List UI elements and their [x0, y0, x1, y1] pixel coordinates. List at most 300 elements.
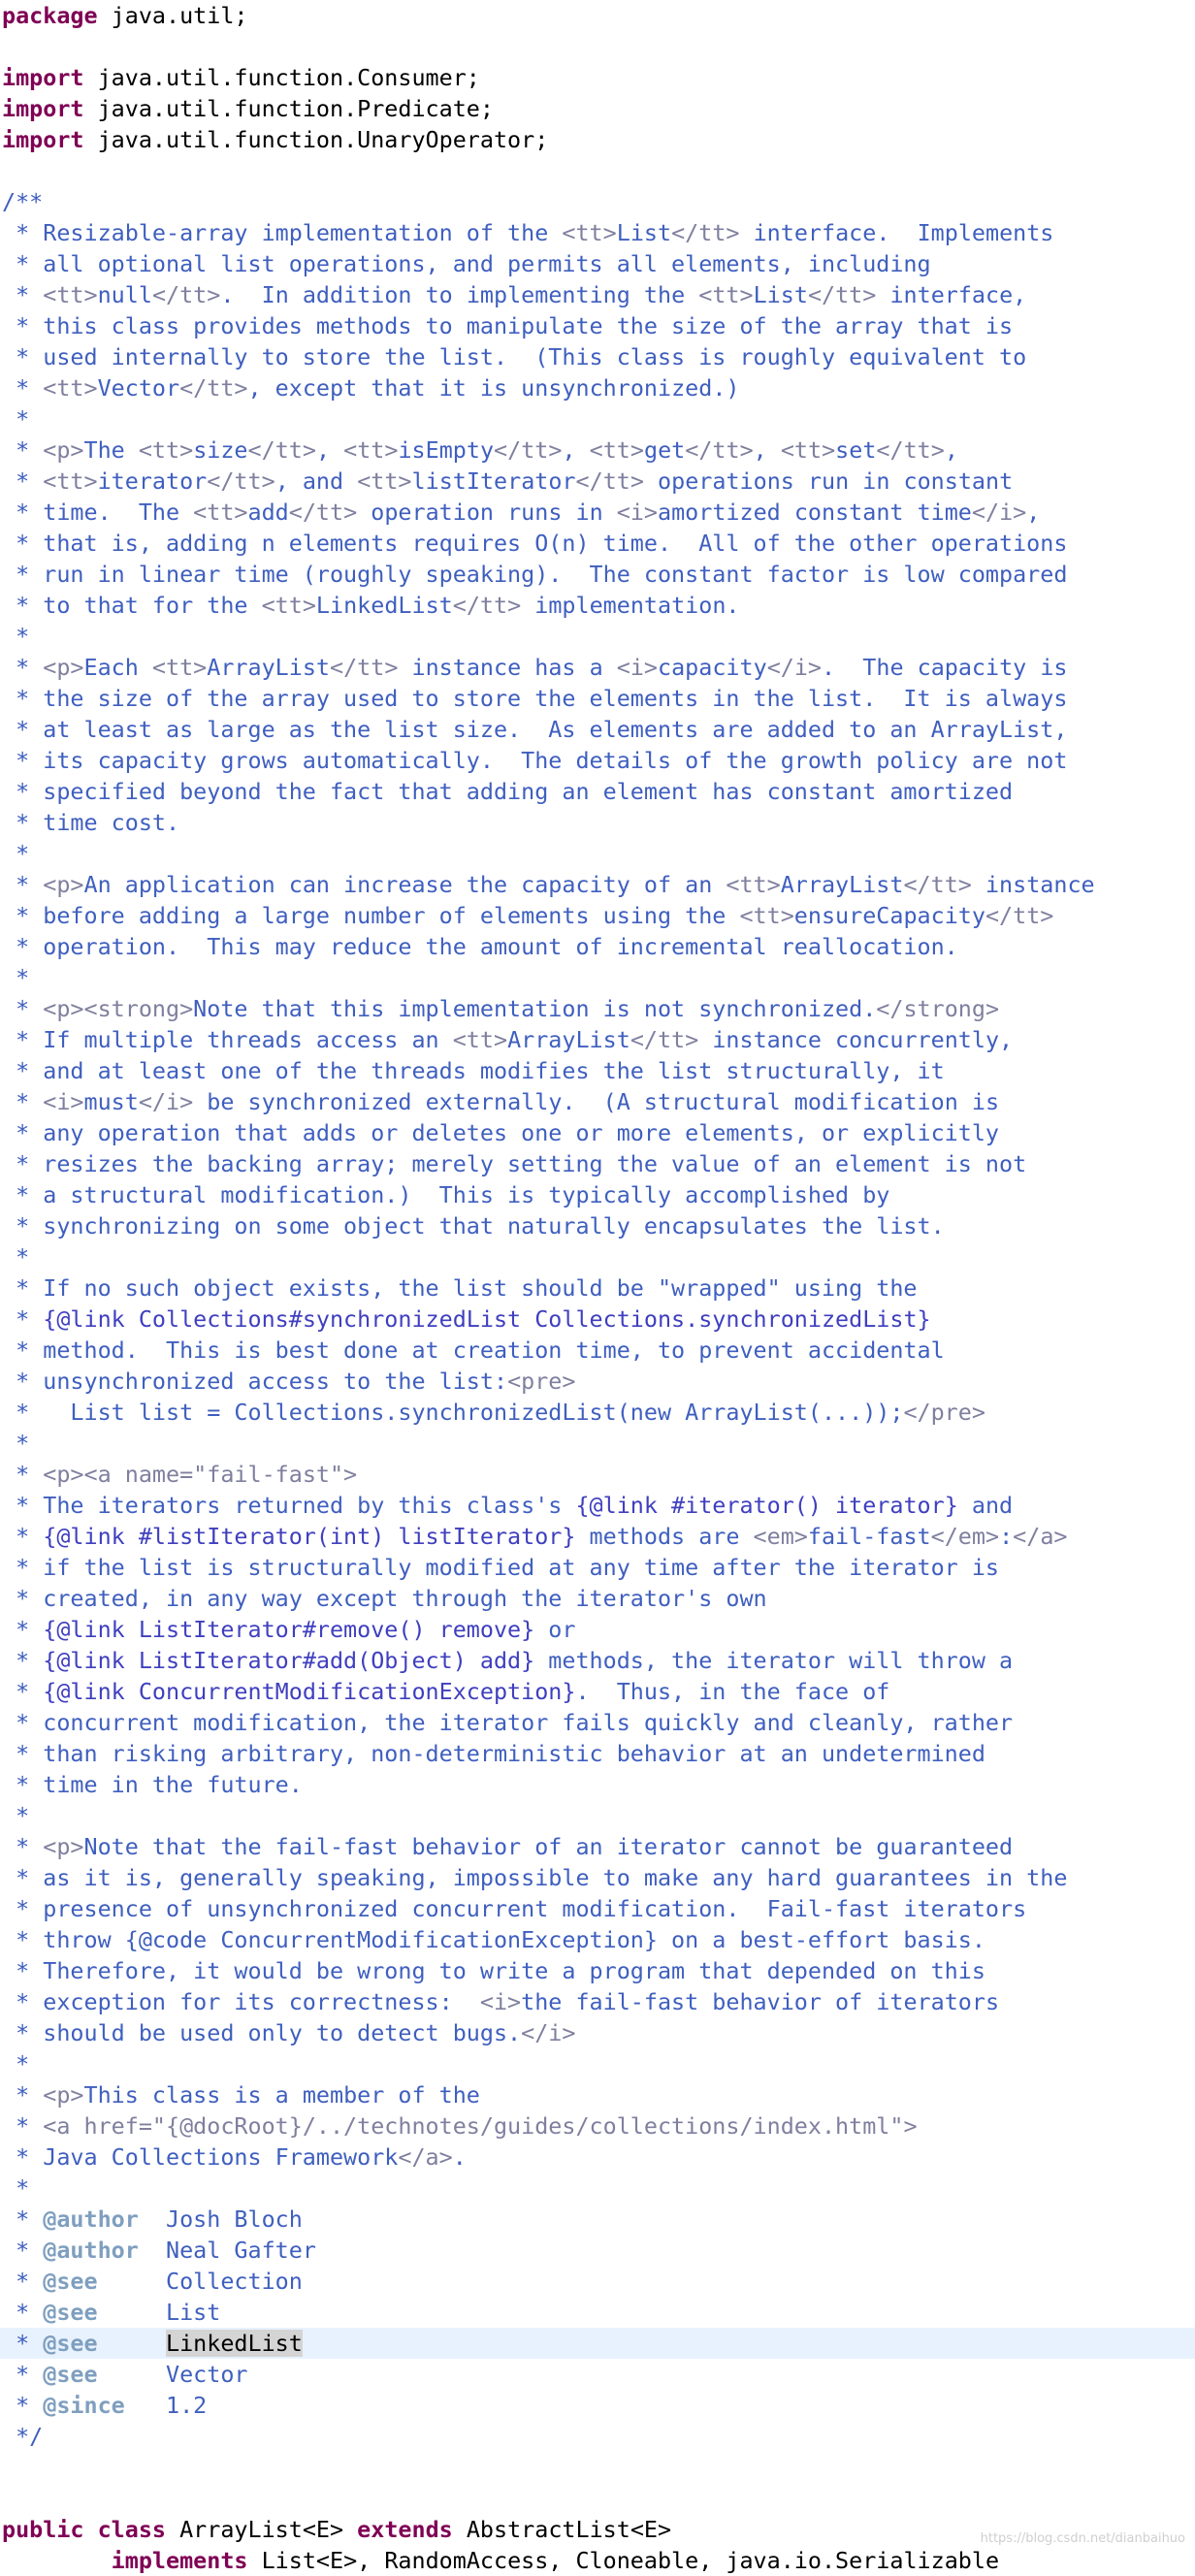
code-token: *: [2, 1088, 44, 1115]
code-token: * resizes the backing array; merely setting the value of an element is not: [2, 1150, 1027, 1177]
code-token: <p>: [43, 436, 84, 464]
code-token: <p>: [43, 1833, 84, 1860]
code-line[interactable]: [0, 1490, 1195, 1521]
code-line[interactable]: [0, 435, 1195, 466]
code-line[interactable]: [0, 2110, 1195, 2141]
code-token: * should be used only to detect bugs.: [2, 2019, 522, 2046]
code-line[interactable]: [0, 1738, 1195, 1769]
code-line[interactable]: [0, 124, 1195, 155]
code-line[interactable]: [0, 1769, 1195, 1800]
code-token: </pre>: [903, 1399, 985, 1426]
code-token: @author: [43, 2206, 139, 2233]
code-token: *: [2, 840, 30, 867]
code-token: [98, 2330, 166, 2357]
code-token: Collection: [97, 2268, 303, 2295]
code-line[interactable]: [0, 0, 1195, 31]
code-line[interactable]: [0, 652, 1195, 683]
code-line[interactable]: [0, 2235, 1195, 2266]
code-token: * and at least one of the threads modifies the list structurally, it: [2, 1057, 945, 1084]
code-token: {@link Collections#synchronizedList Collections.synchronizedList}: [43, 1305, 931, 1333]
code-line[interactable]: [0, 1862, 1195, 1893]
code-line[interactable]: [0, 962, 1195, 993]
code-token: </tt>: [685, 436, 754, 464]
code-token: </tt>: [288, 499, 358, 526]
code-token: *: [2, 1430, 30, 1457]
code-token: *: [2, 623, 30, 650]
code-line[interactable]: [0, 1459, 1195, 1490]
code-line[interactable]: [0, 62, 1195, 93]
code-token: */: [2, 2423, 44, 2450]
code-token: *: [2, 1833, 44, 1860]
code-token: *: [2, 2392, 44, 2419]
code-token: <p>: [43, 2081, 84, 2109]
code-token: <tt>: [698, 281, 754, 308]
code-token: operation runs in: [357, 499, 617, 526]
code-token: interface. Implements: [739, 219, 1054, 246]
code-line[interactable]: [0, 1955, 1195, 1986]
code-token: <i>: [43, 1088, 84, 1115]
code-token: <p>: [43, 871, 84, 898]
code-line[interactable]: [0, 1831, 1195, 1862]
code-token: import: [2, 126, 84, 153]
code-token: @see: [43, 2299, 98, 2326]
code-token: *: [2, 964, 30, 991]
code-token: The: [83, 436, 139, 464]
code-line[interactable]: [0, 1521, 1195, 1552]
code-line[interactable]: [0, 838, 1195, 869]
code-token: and: [957, 1492, 1014, 1519]
code-token: Vector: [97, 374, 180, 402]
code-token: instance: [971, 871, 1095, 898]
code-token: List: [97, 2299, 221, 2326]
code-token: <tt>: [739, 902, 794, 929]
code-token: package: [2, 2, 98, 29]
code-token: * The iterators returned by this class's: [2, 1492, 576, 1519]
code-token: class: [97, 2516, 167, 2543]
code-token: <p><a name="fail-fast">: [43, 1461, 358, 1488]
code-line[interactable]: [0, 559, 1195, 590]
code-token: <tt>: [452, 1026, 508, 1053]
code-line[interactable]: [0, 1676, 1195, 1707]
code-line[interactable]: [0, 1893, 1195, 1924]
code-token: instance has a: [398, 654, 617, 681]
code-token: operations run in constant: [643, 467, 1014, 495]
code-token: @see: [43, 2330, 98, 2357]
code-token: *: [2, 2174, 30, 2202]
code-token: * If multiple threads access an: [2, 1026, 453, 1053]
code-token: java.util.function.Consumer;: [83, 64, 480, 91]
code-token: ArrayList<E>: [166, 2516, 358, 2543]
selected-token: LinkedList: [166, 2330, 303, 2357]
code-token: * time. The: [2, 499, 194, 526]
code-line[interactable]: [0, 2173, 1195, 2204]
code-token: * List list = Collections.synchronizedList(new ArrayList(...));: [2, 1399, 904, 1426]
code-token: <tt>: [151, 654, 208, 681]
code-token: ArrayList: [780, 871, 904, 898]
code-line[interactable]: [0, 1986, 1195, 2017]
code-token: </tt>: [452, 592, 522, 619]
code-token: , except that it is unsynchronized.): [247, 374, 740, 402]
code-line[interactable]: [0, 2421, 1195, 2452]
code-line[interactable]: [0, 590, 1195, 621]
code-token: * all optional list operations, and permits all elements, including: [2, 250, 931, 277]
code-token: /**: [2, 188, 44, 215]
code-token: * Resizable-array implementation of the: [2, 219, 563, 246]
code-line[interactable]: [0, 2297, 1195, 2328]
code-token: extends: [357, 2516, 453, 2543]
code-token: </tt>: [876, 436, 945, 464]
code-token: ,: [562, 436, 590, 464]
code-token: * throw {@code ConcurrentModificationException} on a best-effort basis.: [2, 1926, 985, 1953]
code-token: * than risking arbitrary, non-deterministic behavior at an undetermined: [2, 1740, 985, 1767]
code-token: public: [2, 2516, 84, 2543]
code-token: or: [534, 1616, 576, 1643]
code-line[interactable]: [0, 1148, 1195, 1179]
code-line[interactable]: [0, 1645, 1195, 1676]
code-token: List<E>, RandomAccess, Cloneable, java.io.Serializable: [247, 2547, 1000, 2574]
code-token: @see: [43, 2361, 98, 2388]
code-line[interactable]: [0, 186, 1195, 217]
code-token: ArrayList: [207, 654, 331, 681]
code-token: <p>: [43, 654, 84, 681]
code-token: * time in the future.: [2, 1771, 303, 1798]
code-token: ArrayList: [507, 1026, 630, 1053]
code-token: *: [2, 2112, 44, 2140]
code-token: java.util;: [97, 2, 248, 29]
code-token: <tt>: [562, 219, 617, 246]
code-token: <tt>: [193, 499, 248, 526]
code-token: * Java Collections Framework: [2, 2143, 399, 2171]
code-token: * operation. This may reduce the amount of incremental reallocation.: [2, 933, 958, 960]
code-line[interactable]: [0, 2483, 1195, 2514]
code-line[interactable]: [0, 683, 1195, 714]
code-token: <tt>: [589, 436, 644, 464]
code-token: * as it is, generally speaking, impossible to make any hard guarantees in the: [2, 1864, 1068, 1891]
code-line[interactable]: [0, 2452, 1195, 2483]
code-token: </em>: [930, 1523, 1000, 1550]
code-token: capacity: [658, 654, 767, 681]
code-token: *: [2, 374, 44, 402]
code-token: </i>: [521, 2019, 576, 2046]
code-line[interactable]: [0, 1552, 1195, 1583]
code-token: [2, 2547, 112, 2574]
code-token: fail-fast: [807, 1523, 931, 1550]
code-token: <tt>: [138, 436, 194, 464]
code-token: ,: [944, 436, 958, 464]
code-token: * synchronizing on some object that naturally encapsulates the list.: [2, 1212, 945, 1240]
code-token: *: [2, 654, 44, 681]
code-token: *: [2, 2330, 44, 2357]
code-token: <tt>: [43, 467, 98, 495]
code-token: set: [835, 436, 877, 464]
code-line[interactable]: [0, 1397, 1195, 1428]
code-token: </tt>: [207, 467, 275, 495]
code-token: @since: [43, 2392, 125, 2419]
code-token: Note that this implementation is not synchronized.: [193, 995, 877, 1022]
code-line[interactable]: [0, 2204, 1195, 2235]
code-token: *: [2, 2050, 30, 2077]
code-token: [84, 2516, 98, 2543]
code-token: must: [83, 1088, 139, 1115]
code-line[interactable]: [0, 900, 1195, 931]
code-line[interactable]: [0, 497, 1195, 528]
code-token: size: [193, 436, 248, 464]
code-token: import: [2, 64, 84, 91]
code-line[interactable]: [0, 1086, 1195, 1117]
code-token: *: [2, 1461, 44, 1488]
code-line[interactable]: [0, 807, 1195, 838]
code-token: </strong>: [876, 995, 1000, 1022]
code-token: Neal Gafter: [138, 2237, 316, 2264]
code-token: {@link #listIterator(int) listIterator}: [43, 1523, 576, 1550]
code-token: * before adding a large number of elements using the: [2, 902, 740, 929]
code-token: *: [2, 1616, 44, 1643]
code-token: .: [452, 2143, 467, 2171]
code-line[interactable]: [0, 621, 1195, 652]
code-token: *: [2, 1305, 44, 1333]
code-token: * if the list is structurally modified at any time after the iterator is: [2, 1554, 1000, 1581]
code-token: </tt>: [151, 281, 221, 308]
code-token: *: [2, 436, 44, 464]
code-token: add: [247, 499, 289, 526]
code-token: instance concurrently,: [698, 1026, 1014, 1053]
code-line[interactable]: [0, 869, 1195, 900]
code-line[interactable]: [0, 1272, 1195, 1304]
code-token: listIterator: [411, 467, 576, 495]
code-token: * a structural modification.) This is typically accomplished by: [2, 1181, 890, 1208]
code-token: :: [999, 1523, 1014, 1550]
code-line[interactable]: [0, 155, 1195, 186]
code-token: <tt>: [357, 467, 412, 495]
code-token: . In addition to implementing the: [220, 281, 699, 308]
code-line[interactable]: [0, 1366, 1195, 1397]
code-line[interactable]: [0, 1924, 1195, 1955]
code-token: @see: [43, 2268, 98, 2295]
code-token: *: [2, 2299, 44, 2326]
code-token: ,: [753, 436, 781, 464]
code-token: *: [2, 405, 30, 433]
code-line[interactable]: [0, 1055, 1195, 1086]
code-line[interactable]: [0, 714, 1195, 745]
code-line[interactable]: [0, 248, 1195, 279]
code-token: </a>: [1013, 1523, 1068, 1550]
code-token: </tt>: [575, 467, 644, 495]
code-line[interactable]: [0, 2141, 1195, 2173]
code-token: * its capacity grows automatically. The details of the growth policy are not: [2, 747, 1068, 774]
code-token: </tt>: [330, 654, 399, 681]
code-line[interactable]: [0, 2048, 1195, 2079]
code-token: * method. This is best done at creation time, to prevent accidental: [2, 1336, 945, 1364]
code-token: List: [616, 219, 672, 246]
code-token: implementation.: [521, 592, 740, 619]
code-line[interactable]: [0, 1583, 1195, 1614]
code-token: *: [2, 1678, 44, 1705]
code-token: *: [2, 2268, 44, 2295]
code-line[interactable]: [0, 2017, 1195, 2048]
code-token: <a href="{@docRoot}/../technotes/guides/collections/index.html">: [43, 2112, 918, 2140]
code-token: LinkedList: [315, 592, 453, 619]
code-token: Vector: [97, 2361, 248, 2388]
code-line[interactable]: [0, 1024, 1195, 1055]
code-token: * presence of unsynchronized concurrent modification. Fail-fast iterators: [2, 1895, 1027, 1922]
code-token: An application can increase the capacity of an: [83, 871, 727, 898]
code-token: * unsynchronized access to the list:: [2, 1368, 508, 1395]
code-token: {@link ConcurrentModificationException}: [43, 1678, 576, 1705]
code-token: *: [2, 1802, 30, 1829]
code-token: </tt>: [494, 436, 563, 464]
code-token: </tt>: [179, 374, 248, 402]
code-line[interactable]: [0, 2266, 1195, 2297]
code-token: *: [2, 467, 44, 495]
code-token: <i>: [616, 654, 659, 681]
code-token: This class is a member of the: [83, 2081, 480, 2109]
code-token: <p><strong>: [43, 995, 194, 1022]
code-line[interactable]: [0, 745, 1195, 776]
code-token: *: [2, 1523, 44, 1550]
code-line[interactable]: [0, 31, 1195, 62]
code-line[interactable]: [0, 93, 1195, 124]
code-token: * any operation that adds or deletes one or more elements, or explicitly: [2, 1119, 1000, 1146]
code-token: * this class provides methods to manipulate the size of the array that is: [2, 312, 1014, 339]
code-token: </i>: [138, 1088, 194, 1115]
code-token: *: [2, 2081, 44, 2109]
code-token: get: [643, 436, 686, 464]
code-line[interactable]: [0, 1241, 1195, 1272]
code-token: </i>: [766, 654, 823, 681]
code-token: * time cost.: [2, 809, 180, 836]
code-token: * created, in any way except through the iterator's own: [2, 1585, 767, 1612]
code-line[interactable]: [0, 1335, 1195, 1366]
code-token: implements: [111, 2547, 248, 2574]
code-token: * to that for the: [2, 592, 262, 619]
code-token: <i>: [479, 1988, 522, 2015]
code-token: be synchronized externally. (A structural modification is: [193, 1088, 1000, 1115]
code-token: {@link ListIterator#add(Object) add}: [43, 1647, 535, 1674]
code-token: * exception for its correctness:: [2, 1988, 480, 2015]
code-token: null: [97, 281, 152, 308]
code-line[interactable]: [0, 279, 1195, 310]
code-token: *: [2, 2206, 44, 2233]
code-line[interactable]: [0, 1210, 1195, 1241]
code-token: </tt>: [247, 436, 316, 464]
code-token: List: [753, 281, 808, 308]
code-token: * concurrent modification, the iterator fails quickly and cleanly, rather: [2, 1709, 1014, 1736]
code-token: * run in linear time (roughly speaking). The constant factor is low compared: [2, 561, 1068, 588]
code-token: </tt>: [671, 219, 740, 246]
code-token: <pre>: [507, 1368, 576, 1395]
code-line[interactable]: [0, 2390, 1195, 2421]
code-token: , and: [275, 467, 358, 495]
code-line[interactable]: [0, 528, 1195, 559]
code-token: *: [2, 1243, 30, 1271]
code-token: * If no such object exists, the list should be "wrapped" using the: [2, 1274, 918, 1302]
code-token: </tt>: [807, 281, 877, 308]
code-token: *: [2, 2361, 44, 2388]
code-token: * at least as large as the list size. As elements are added to an ArrayList,: [2, 716, 1068, 743]
code-token: AbstractList<E>: [452, 2516, 672, 2543]
code-token: {@link #iterator() iterator}: [575, 1492, 958, 1519]
code-token: *: [2, 2237, 44, 2264]
code-token: </tt>: [985, 902, 1054, 929]
current-line[interactable]: [0, 2328, 1195, 2359]
code-token: . Thus, in the face of: [575, 1678, 890, 1705]
code-token: ,: [315, 436, 344, 464]
code-token: </tt>: [903, 871, 972, 898]
code-token: <tt>: [726, 871, 781, 898]
code-token: methods, the iterator will throw a: [534, 1647, 1014, 1674]
code-token: Josh Bloch: [138, 2206, 303, 2233]
code-token: isEmpty: [398, 436, 495, 464]
code-token: . The capacity is: [822, 654, 1068, 681]
code-token: <tt>: [780, 436, 836, 464]
code-line[interactable]: [0, 931, 1195, 962]
code-token: * the size of the array used to store the elements in the list. It is always: [2, 685, 1068, 712]
code-token: </tt>: [630, 1026, 699, 1053]
code-line[interactable]: [0, 217, 1195, 248]
code-line[interactable]: [0, 466, 1195, 497]
code-token: *: [2, 1647, 44, 1674]
code-token: <tt>: [343, 436, 399, 464]
watermark: https://blog.csdn.net/dianbaihuo: [980, 2531, 1185, 2546]
code-token: java.util.function.Predicate;: [83, 95, 494, 122]
code-line[interactable]: [0, 1614, 1195, 1645]
code-line[interactable]: [0, 993, 1195, 1024]
code-line[interactable]: [0, 403, 1195, 435]
code-token: <tt>: [43, 281, 98, 308]
code-line[interactable]: [0, 2359, 1195, 2390]
code-line[interactable]: [0, 2079, 1195, 2110]
code-token: * used internally to store the list. (This class is roughly equivalent to: [2, 343, 1027, 370]
code-token: *: [2, 871, 44, 898]
code-token: @author: [43, 2237, 139, 2264]
code-token: {@link ListIterator#remove() remove}: [43, 1616, 535, 1643]
code-token: *: [2, 995, 44, 1022]
code-token: interface,: [876, 281, 1027, 308]
code-token: methods are: [575, 1523, 754, 1550]
code-line[interactable]: [0, 372, 1195, 403]
code-line[interactable]: [0, 776, 1195, 807]
code-line[interactable]: [0, 2545, 1195, 2576]
code-token: Note that the fail-fast behavior of an iterator cannot be guaranteed: [83, 1833, 1014, 1860]
code-token: 1.2: [124, 2392, 208, 2419]
code-token: * Therefore, it would be wrong to write a program that depended on this: [2, 1957, 985, 1984]
code-line[interactable]: [0, 310, 1195, 341]
code-token: * specified beyond the fact that adding an element has constant amortized: [2, 778, 1014, 805]
code-token: amortized constant time: [658, 499, 972, 526]
code-token: <tt>: [43, 374, 98, 402]
code-token: </i>: [971, 499, 1027, 526]
code-token: import: [2, 95, 84, 122]
code-token: iterator: [97, 467, 208, 495]
code-line[interactable]: [0, 1707, 1195, 1738]
code-line[interactable]: [0, 1179, 1195, 1210]
code-token: </a>: [398, 2143, 453, 2171]
code-token: <tt>: [261, 592, 316, 619]
code-token: ,: [1026, 499, 1041, 526]
code-token: * that is, adding n elements requires O(n) time. All of the other operations: [2, 530, 1068, 557]
code-token: <i>: [616, 499, 658, 526]
code-line[interactable]: [0, 1800, 1195, 1831]
code-line[interactable]: [0, 1117, 1195, 1148]
code-token: Each: [83, 654, 152, 681]
code-line[interactable]: [0, 341, 1195, 372]
code-token: java.util.function.UnaryOperator;: [83, 126, 549, 153]
code-token: ensureCapacity: [793, 902, 985, 929]
code-token: the fail-fast behavior of iterators: [521, 1988, 1000, 2015]
code-token: <em>: [753, 1523, 808, 1550]
code-line[interactable]: [0, 1428, 1195, 1459]
code-line[interactable]: [0, 1304, 1195, 1335]
